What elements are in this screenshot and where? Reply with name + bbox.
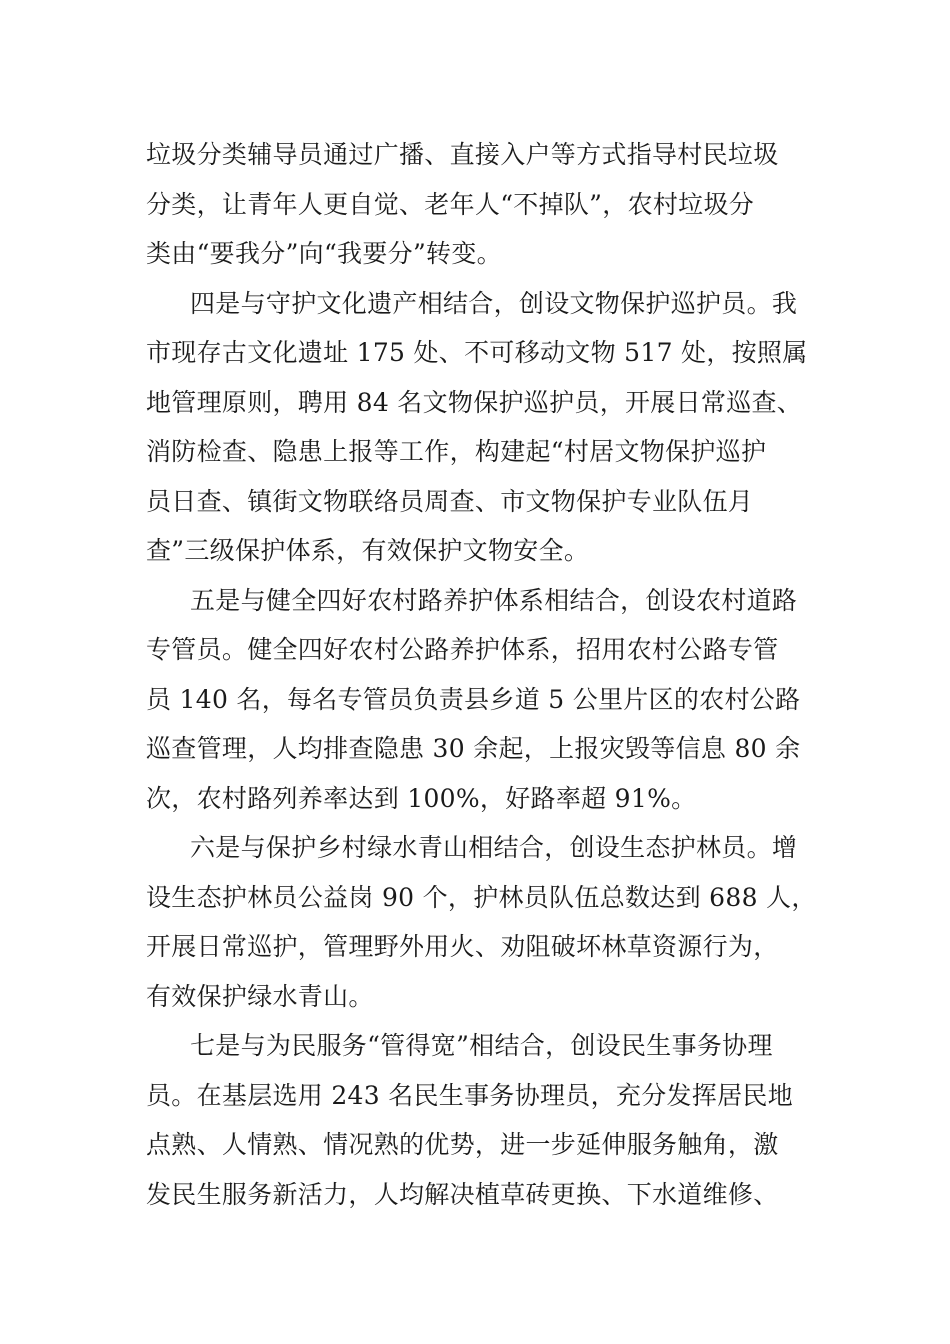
text-line: 类由“要我分”向“我要分”转变。 [146,239,502,268]
text-line: 市现存古文化遗址 175 处、不可移动文物 517 处，按照属 [146,338,808,367]
paragraph-first-line: 六是与保护乡村绿水青山相结合，创设生态护林员。增 [190,833,798,862]
paragraph-first-line: 七是与为民服务“管得宽”相结合，创设民生事务协理 [190,1031,773,1060]
text-line: 专管员。健全四好农村公路养护体系，招用农村公路专管 [146,635,779,664]
text-line: 次，农村路列养率达到 100%，好路率超 91%。 [146,783,697,813]
paragraph-first-line: 四是与守护文化遗产相结合，创设文物保护巡护员。我 [190,288,798,318]
text-line: 开展日常巡护，管理野外用火、劝阻破坏林草资源行为， [146,932,779,961]
text-line: 发民生服务新活力，人均解决植草砖更换、下水道维修、 [146,1179,779,1209]
text-line: 有效保护绿水青山。 [146,981,374,1011]
text-line: 员 140 名，每名专管员负责县乡道 5 公里片区的农村公路 [146,684,801,714]
text-line: 点熟、人情熟、情况熟的优势，进一步延伸服务触角，激 [146,1130,779,1159]
text-line: 员。在基层选用 243 名民生事务协理员，充分发挥居民地 [146,1080,794,1110]
text-line: 巡查管理，人均排查隐患 30 余起，上报灾毁等信息 80 余 [146,734,801,763]
body-text [146,130,826,1219]
text-line: 消防检查、隐患上报等工作，构建起“村居文物保护巡护 [146,437,767,466]
paragraph-first-line: 五是与健全四好农村路养护体系相结合，创设农村道路 [190,585,798,615]
text-line: 员日查、镇街文物联络员周查、市文物保护专业队伍月 [146,486,754,516]
text-line: 查”三级保护体系，有效保护文物安全。 [146,536,590,565]
text-line: 垃圾分类辅导员通过广播、直接入户等方式指导村民垃圾 [146,140,779,169]
text-line: 地管理原则，聘用 84 名文物保护巡护员，开展日常巡查、 [146,387,803,417]
text-line: 分类，让青年人更自觉、老年人“不掉队”，农村垃圾分 [146,189,755,219]
text-line: 设生态护林员公益岗 90 个，护林员队伍总数达到 688 人， [146,882,817,912]
